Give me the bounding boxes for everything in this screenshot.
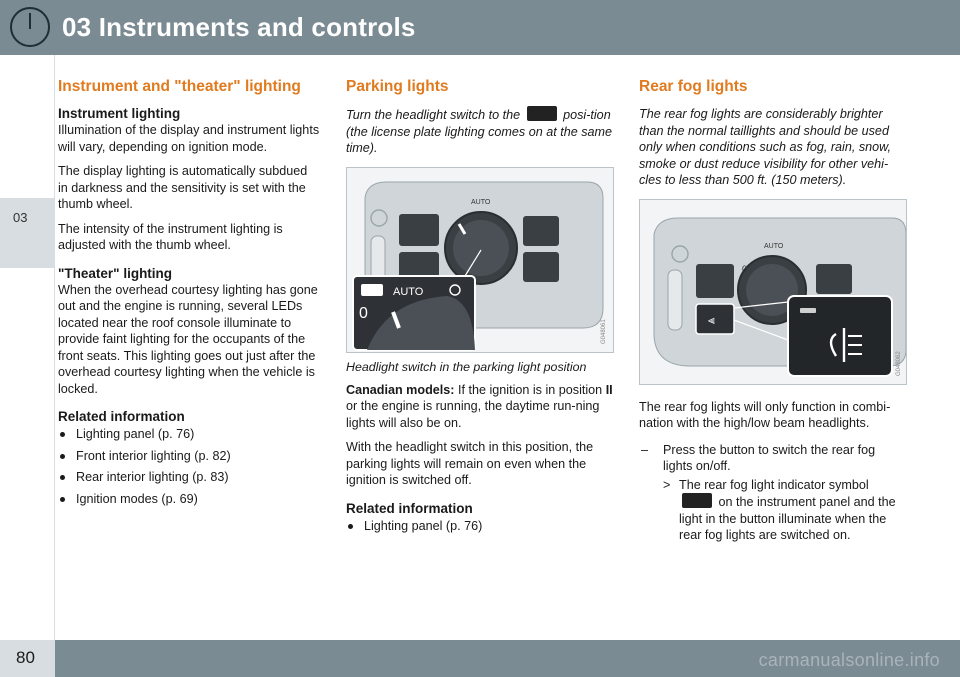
fog-light-button-figure: [639, 199, 907, 385]
related-links: [58, 426, 320, 507]
subheading-theater-lighting: "Theater" lighting: [58, 265, 173, 281]
headlight-switch-illustration: [347, 168, 614, 353]
rear-fog-light-symbol-icon: [682, 493, 712, 508]
instruction-result: > The rear fog light indicator symbol on the instrument panel and the light in the button illuminate when the rear fog lights are switched on.: [663, 477, 896, 542]
step-dash: –: [641, 442, 649, 457]
bullet-icon: [348, 524, 353, 529]
instruction-step: – Press the button to switch the rear fog lights on/off.: [641, 442, 876, 473]
paragraph: The display lighting is automatically subdued in darkness and the sensitivity is set with the thumb wheel.: [58, 164, 308, 211]
svg-text:AUTO: AUTO: [393, 285, 424, 298]
page-title: 03 Instruments and controls: [62, 12, 416, 42]
column-instrument-lighting: [58, 72, 320, 512]
related-link[interactable]: Front interior lighting (p. 82): [58, 448, 320, 465]
page-number: 80: [16, 648, 35, 667]
header-bar: [0, 0, 960, 55]
svg-text:⫷: ⫷: [708, 312, 715, 327]
bullet-icon: [60, 497, 65, 502]
svg-text:G048062: G048062: [896, 350, 902, 376]
bullet-icon: [60, 454, 65, 459]
figure-caption: Headlight switch in the parking light position: [346, 359, 587, 374]
svg-text:0: 0: [742, 263, 748, 274]
section-heading: Rear fog lights: [639, 78, 748, 95]
paragraph: When the overhead courtesy lighting has gone out and the engine is running, several LEDs located near the roof console illuminate to provide faint lighting for the occupants of the front seats. This lighting goes out just after the overhead courtesy lighting when the vehicle is locked.: [58, 282, 318, 396]
parking-light-symbol-icon: [527, 106, 557, 121]
paragraph: With the headlight switch in this position, the parking lights will remain on even when the ignition is switched off.: [346, 440, 594, 487]
related-link[interactable]: Ignition modes (p. 69): [58, 491, 320, 508]
intro-text: Turn the headlight switch to the posi-tion (the license plate lighting comes on at the same time).: [346, 108, 613, 155]
bullet-icon: [60, 432, 65, 437]
related-link[interactable]: Rear interior lighting (p. 83): [58, 469, 320, 486]
chapter-tab[interactable]: [0, 198, 55, 268]
related-link[interactable]: Lighting panel (p. 76): [346, 518, 614, 535]
paragraph: The intensity of the instrument lighting is adjusted with the thumb wheel.: [58, 221, 283, 252]
svg-text:AUTO: AUTO: [764, 242, 784, 250]
paragraph: Canadian models: If the ignition is in position II or the engine is running, the daytime run-ning lights will also be on.: [346, 382, 613, 430]
sidebar-lower: [0, 268, 55, 640]
gauge-icon: [10, 7, 50, 47]
related-link[interactable]: Lighting panel (p. 76): [58, 426, 320, 443]
result-marker: >: [663, 477, 671, 492]
column-rear-fog-lights: [639, 72, 907, 544]
related-information-heading: Related information: [58, 409, 185, 424]
intro-text: The rear fog lights are considerably brighter than the normal taillights and should be used only when conditions such as fog, rain, snow, smoke or dust reduce visibility for other vehi-cles to less than 500 ft. (150 meters).: [639, 107, 892, 187]
fog-light-button-illustration: [640, 200, 907, 385]
related-links: [346, 518, 614, 535]
svg-text:AUTO: AUTO: [471, 198, 491, 206]
watermark-text: carmanualsonline.info: [758, 650, 940, 670]
section-heading: Instrument and "theater" lighting: [58, 78, 301, 95]
chapter-tab-label: 03: [13, 210, 28, 225]
svg-text:G048061: G048061: [601, 318, 607, 344]
paragraph: The rear fog lights will only function in combi-nation with the high/low beam headlights.: [639, 399, 891, 430]
svg-text:0: 0: [359, 304, 368, 322]
bullet-icon: [60, 475, 65, 480]
subheading-instrument-lighting: Instrument lighting: [58, 106, 181, 121]
paragraph: Illumination of the display and instrument lights will vary, depending on ignition mode.: [58, 123, 320, 154]
headlight-switch-figure: [346, 167, 614, 353]
section-heading: Parking lights: [346, 78, 449, 95]
column-parking-lights: [346, 72, 614, 539]
related-information-heading: Related information: [346, 500, 473, 516]
